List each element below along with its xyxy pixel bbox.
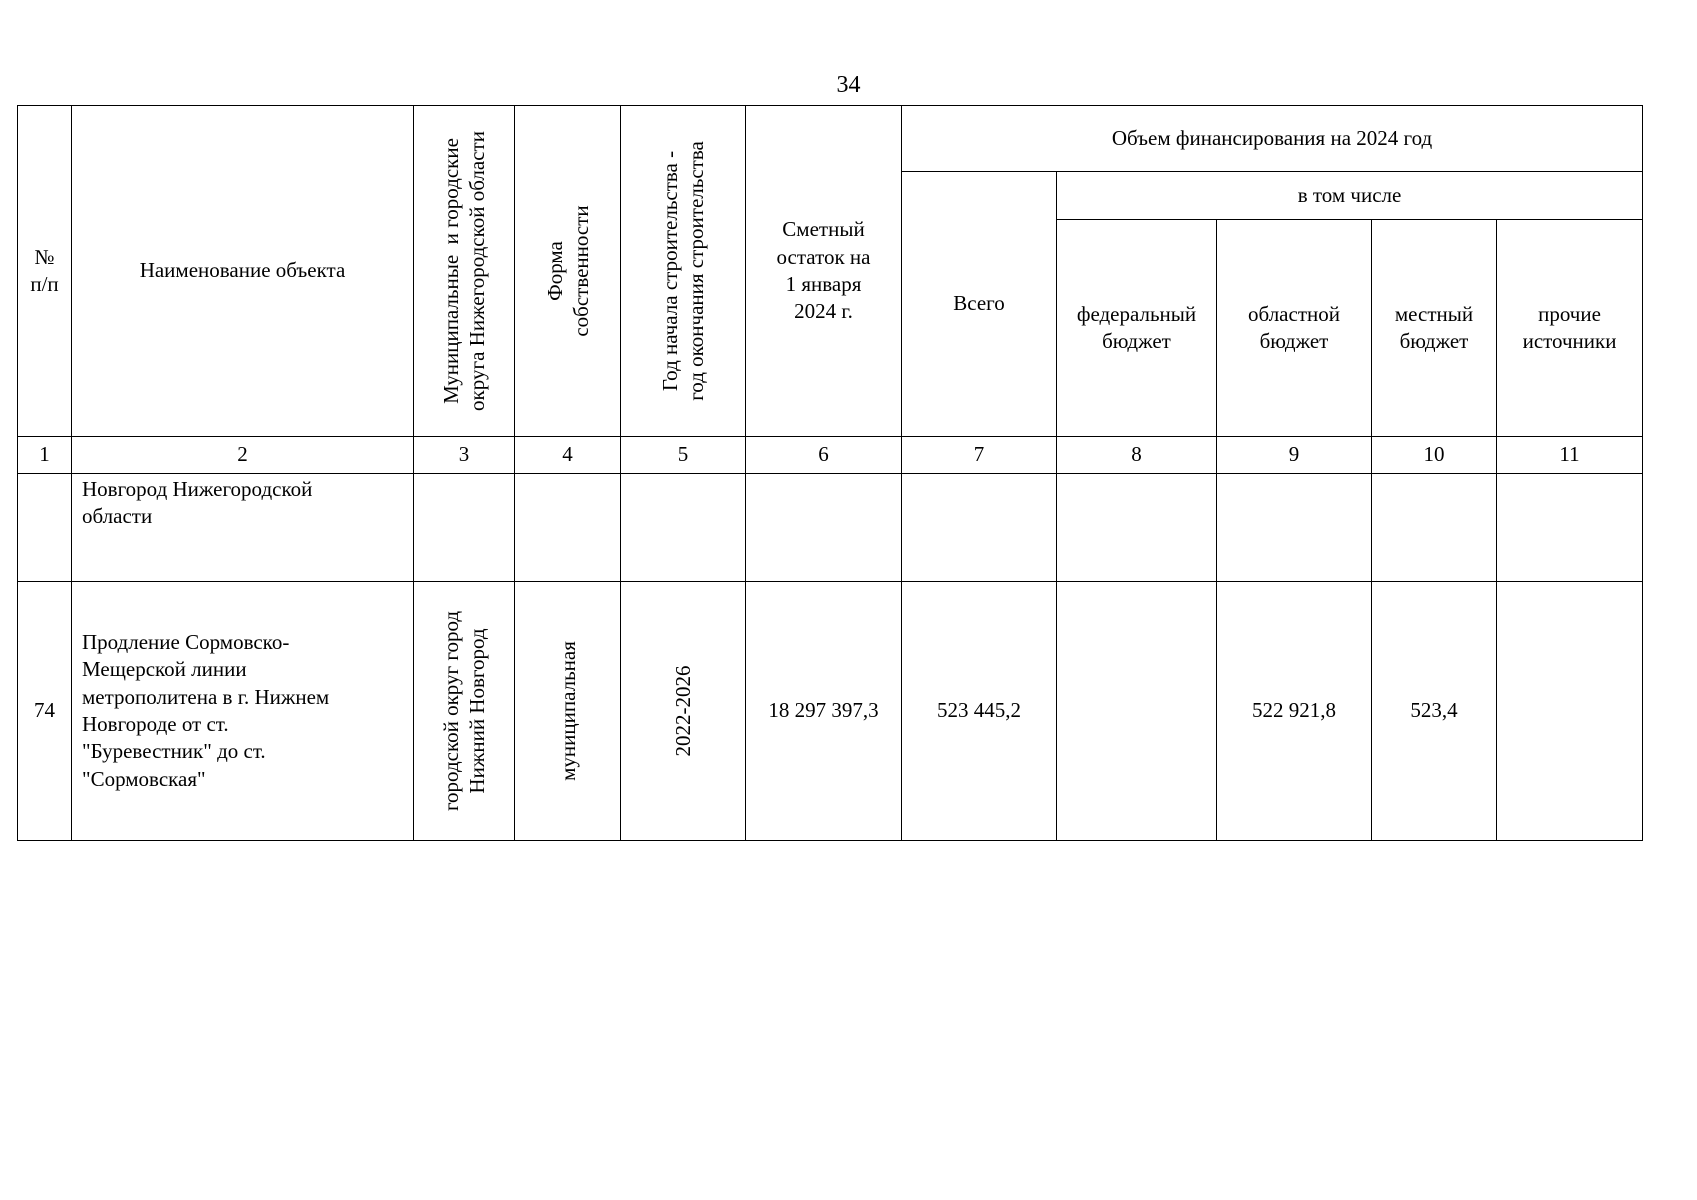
header-federal-budget: федеральный бюджет	[1057, 220, 1217, 437]
financing-total: 523 445,2	[902, 582, 1057, 841]
estimated-balance: 18 297 397,3	[746, 582, 902, 841]
header-financing: Объем финансирования на 2024 год	[902, 106, 1643, 172]
object-name: Новгород Нижегородской области	[72, 474, 414, 582]
column-number: 8	[1057, 437, 1217, 474]
header-years-cell	[621, 106, 746, 437]
regional-budget	[1217, 474, 1372, 582]
construction-years: 2022-2026	[670, 665, 695, 757]
other-sources	[1497, 474, 1643, 582]
column-number: 3	[414, 437, 515, 474]
column-number: 2	[72, 437, 414, 474]
header-municipality: Муниципальные и городские округа Нижегородской области	[438, 131, 489, 411]
header-local-budget: местный бюджет	[1372, 220, 1497, 437]
table-row	[18, 582, 1643, 841]
column-number: 7	[902, 437, 1057, 474]
header-construction-years: Год начала строительства - год окончания строительства	[657, 141, 708, 401]
federal-budget	[1057, 582, 1217, 841]
local-budget: 523,4	[1372, 582, 1497, 841]
ownership	[515, 474, 621, 582]
header-num: № п/п	[18, 106, 72, 437]
column-number: 1	[18, 437, 72, 474]
municipality: городской округ город Нижний Новгород	[438, 610, 489, 812]
financing-total	[902, 474, 1057, 582]
header-including: в том числе	[1057, 172, 1643, 220]
estimated-balance	[746, 474, 902, 582]
page-number: 34	[836, 72, 861, 98]
construction-financing-table	[17, 105, 1643, 841]
header-total: Всего	[902, 172, 1057, 437]
municipality-cell	[414, 582, 515, 841]
construction-years	[621, 474, 746, 582]
header-municipality-cell	[414, 106, 515, 437]
municipality	[414, 474, 515, 582]
header-row-1	[18, 106, 1643, 172]
header-ownership: Форма собственности	[542, 205, 593, 337]
table-row	[18, 474, 1643, 582]
column-number: 9	[1217, 437, 1372, 474]
column-number: 11	[1497, 437, 1643, 474]
column-number: 10	[1372, 437, 1497, 474]
regional-budget: 522 921,8	[1217, 582, 1372, 841]
header-estimated-balance: Сметный остаток на 1 января 2024 г.	[746, 106, 902, 437]
column-number: 5	[621, 437, 746, 474]
ownership: муниципальная	[555, 641, 580, 781]
row-num	[18, 474, 72, 582]
construction-years-cell	[621, 582, 746, 841]
other-sources	[1497, 582, 1643, 841]
federal-budget	[1057, 474, 1217, 582]
object-name: Продление Сормовско- Мещерской линии метрополитена в г. Нижнем Новгороде от ст. "Буревестник" до ст. "Сормовская"	[72, 582, 414, 841]
header-object-name: Наименование объекта	[72, 106, 414, 437]
ownership-cell	[515, 582, 621, 841]
header-other-sources: прочие источники	[1497, 220, 1643, 437]
row-num: 74	[18, 582, 72, 841]
local-budget	[1372, 474, 1497, 582]
column-number: 6	[746, 437, 902, 474]
header-ownership-cell	[515, 106, 621, 437]
column-number: 4	[515, 437, 621, 474]
column-number-row	[18, 437, 1643, 474]
header-regional-budget: областной бюджет	[1217, 220, 1372, 437]
